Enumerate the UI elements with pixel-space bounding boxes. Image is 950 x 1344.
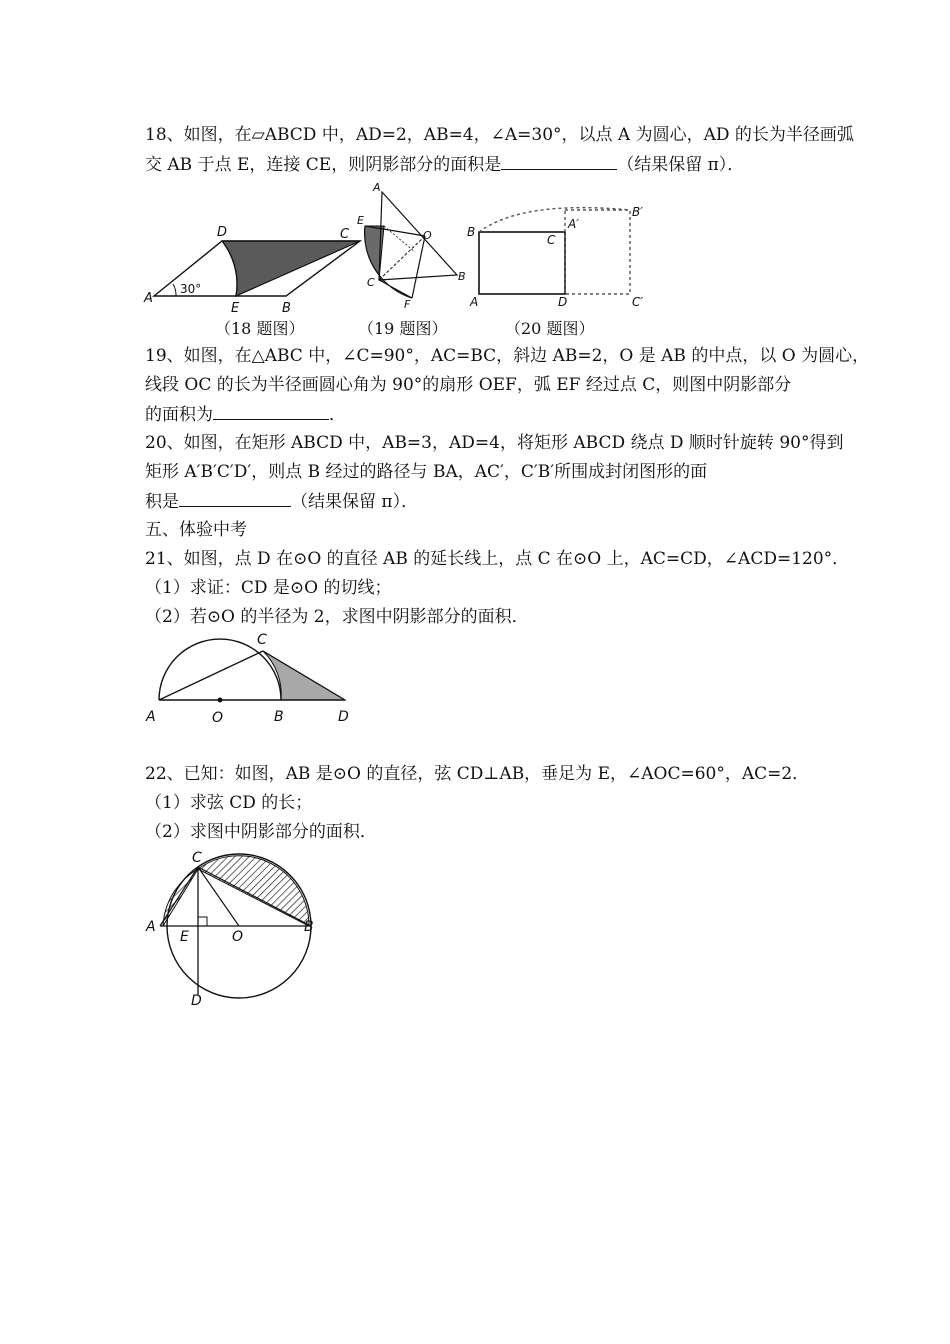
- section-heading: 五、体验中考: [145, 520, 247, 540]
- figure-19: [355, 182, 475, 312]
- caption-19: （19 题图）: [358, 319, 448, 338]
- label-D: D: [191, 993, 202, 1009]
- label-C: C: [367, 276, 375, 289]
- q18-line2: [145, 151, 744, 178]
- label-E: E: [357, 214, 364, 227]
- q21-line1: 21、如图，点 D 在⊙O 的直径 AB 的延长线上，点 C 在⊙O 上，AC=CD，∠ACD=120°．: [145, 549, 850, 569]
- label-B: B: [458, 270, 466, 283]
- segment-ac: [160, 867, 198, 926]
- caption-18: （18 题图）: [215, 319, 305, 338]
- hatched-segment-ac: [163, 869, 198, 926]
- q19-line3-text: 的面积为: [145, 405, 213, 425]
- label-B: B: [467, 225, 476, 239]
- q20-line3: [145, 488, 418, 515]
- q19-line2: 线段 OC 的长为半径画圆心角为 90°的扇形 OEF，弧 EF 经过点 C，则图中阴影部分: [145, 375, 792, 395]
- label-F: F: [404, 298, 411, 311]
- q19-line1: 19、如图，在△ABC 中，∠C=90°，AC=BC，斜边 AB=2，O 是 AB 的中点，以 O 为圆心，: [145, 346, 870, 366]
- segment-oc: [379, 236, 425, 280]
- answer-blank-20[interactable]: [179, 488, 291, 507]
- q19-line3: [145, 401, 346, 428]
- q19-line3-suffix: ．: [329, 405, 346, 425]
- q22-part1: （1）求弦 CD 的长；: [145, 793, 313, 813]
- label-O: O: [232, 929, 244, 945]
- q20-line1: 20、如图，在矩形 ABCD 中，AB=3，AD=4，将矩形 ABCD 绕点 D 顺时针旋转 90°得到: [145, 433, 844, 453]
- label-A: A: [146, 919, 156, 935]
- label-A: A: [146, 709, 156, 725]
- label-O: O: [423, 229, 432, 242]
- figure-20: [462, 190, 662, 310]
- caption-20: （20 题图）: [505, 319, 595, 338]
- figure-22: [140, 845, 330, 1010]
- answer-blank-18[interactable]: [501, 151, 617, 170]
- label-E: E: [231, 301, 240, 316]
- label-O: O: [212, 710, 224, 726]
- label-A: A: [144, 291, 153, 306]
- label-C: C: [340, 227, 350, 242]
- segment-of: [412, 236, 425, 298]
- right-angle-mark: [198, 917, 207, 926]
- center-point: [218, 698, 223, 703]
- label-D: D: [217, 225, 228, 240]
- label-C: C: [547, 233, 556, 247]
- label-A: A: [373, 181, 381, 194]
- label-C: C: [192, 850, 202, 866]
- label-C: C: [257, 632, 267, 648]
- q21-part1: （1）求证：CD 是⊙O 的切线；: [145, 578, 392, 598]
- answer-blank-19[interactable]: [213, 401, 329, 420]
- label-D: D: [338, 709, 349, 725]
- label-B1: B′: [632, 205, 643, 219]
- shaded-region-18: [222, 241, 360, 296]
- q18-line1: 18、如图，在▱ABCD 中，AD=2，AB=4，∠A=30°，以点 A 为圆心，AD 的长为半径画弧: [145, 125, 854, 145]
- q22-line1: 22、已知：如图，AB 是⊙O 的直径，弦 CD⊥AB，垂足为 E，∠AOC=60°，AC=2．: [145, 764, 810, 784]
- label-A: A: [470, 295, 479, 309]
- label-B: B: [282, 301, 291, 316]
- label-E: E: [180, 929, 189, 945]
- figure-18: [140, 218, 370, 318]
- q21-part2: （2）若⊙O 的半径为 2，求图中阴影部分的面积．: [145, 607, 529, 627]
- label-B: B: [304, 919, 314, 935]
- arc-bb1: [479, 208, 630, 232]
- label-B: B: [274, 709, 284, 725]
- q20-line2: 矩形 A′B′C′D′，则点 B 经过的路径与 BA，AC′，C′B′所围成封闭图形的面: [145, 462, 708, 482]
- label-D: D: [558, 295, 568, 309]
- q20-line3-suffix: （结果保留 π）．: [291, 492, 419, 512]
- label-C1: C′: [632, 295, 644, 309]
- q22-part2: （2）求图中阴影部分的面积．: [145, 822, 377, 842]
- q18-line2-suffix: （结果保留 π）．: [617, 155, 745, 175]
- angle-label: 30°: [180, 282, 202, 296]
- figure-21: [140, 630, 370, 730]
- label-A1: A′: [568, 217, 579, 231]
- q20-line3-text: 积是: [145, 492, 179, 512]
- q18-line2-text: 交 AB 于点 E，连接 CE，则阴影部分的面积是: [145, 155, 502, 175]
- angle-arc: [173, 284, 176, 296]
